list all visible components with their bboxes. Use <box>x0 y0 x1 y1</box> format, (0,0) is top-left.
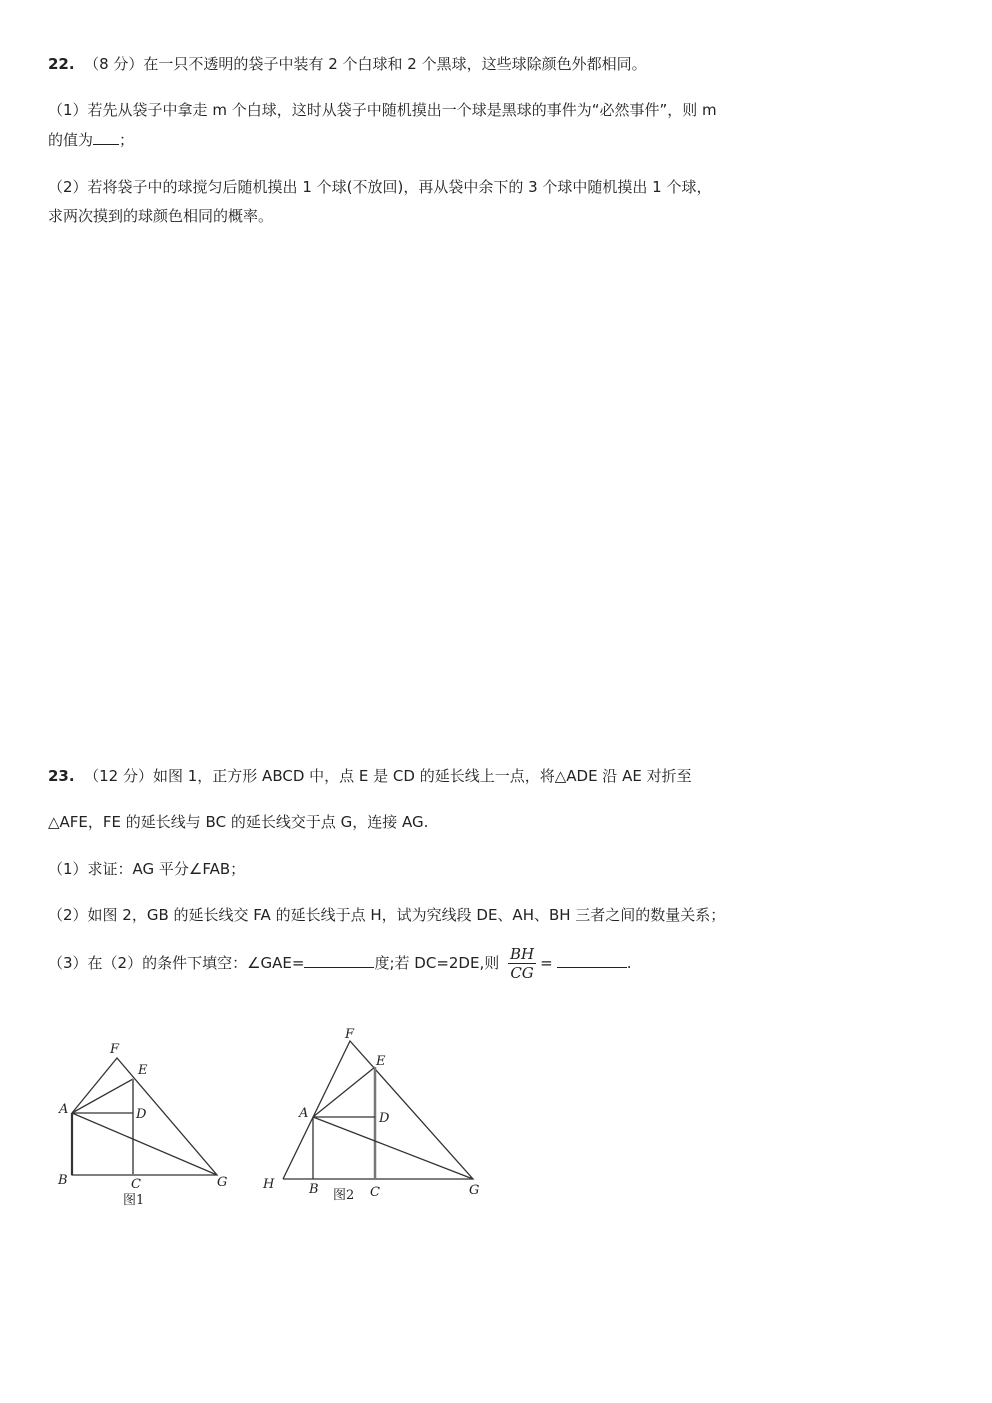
fig2-caption: 图2 <box>333 1188 355 1203</box>
figure-1-labels <box>57 1042 227 1208</box>
figure-2-labels <box>262 1027 479 1203</box>
label-F: F <box>110 1042 120 1057</box>
fig1-line-ag <box>72 1113 217 1175</box>
label-B: B <box>58 1173 68 1188</box>
fig1-line-ae <box>72 1079 133 1113</box>
fraction-numerator: BH <box>510 945 535 963</box>
q23-stem-text: （12 分）如图 1，正方形 ABCD 中，点 E 是 CD 的延长线上一点，将△ADE 沿 AE 对折至 <box>84 767 692 785</box>
q23-number: 23. <box>48 767 75 785</box>
label-B: B <box>309 1182 319 1197</box>
label-E: E <box>376 1054 386 1069</box>
q22-number: 22. <box>48 55 75 73</box>
fig2-line-ae <box>313 1067 375 1117</box>
fraction-denominator: CG <box>510 964 534 982</box>
label-D: D <box>379 1111 390 1126</box>
q23-part2: （2）如图 2，GB 的延长线交 FA 的延长线于点 H，试为究线段 DE、AH、BH 三者之间的数量关系； <box>48 906 726 924</box>
label-E: E <box>138 1063 148 1078</box>
q23-part3-cond: 度;若 DC=2DE,则 <box>374 954 500 972</box>
q22-part2-cont: 求两次摸到的球颜色相同的概率。 <box>48 207 274 225</box>
q22-part2: （2）若将袋子中的球搅匀后随机摸出 1 个球(不放回)，再从袋中余下的 3 个球中随机摸出 1 个球， <box>48 178 712 196</box>
q22-stem-text: （8 分）在一只不透明的袋子中装有 2 个白球和 2 个黑球，这些球除颜色外都相同。 <box>84 55 647 73</box>
q22-part1-end: ； <box>119 131 135 149</box>
label-G: G <box>217 1175 228 1190</box>
label-A: A <box>59 1102 69 1117</box>
period: . <box>626 954 632 972</box>
q22-part1-text: 的值为 <box>48 131 94 149</box>
label-C: C <box>370 1185 380 1200</box>
label-G: G <box>469 1183 480 1198</box>
label-A: A <box>299 1106 309 1121</box>
fig2-line-ag <box>313 1117 473 1179</box>
label-H: H <box>263 1177 275 1192</box>
q23-part3-text: （3）在（2）的条件下填空：∠GAE= <box>48 954 305 972</box>
equals-sign: = <box>540 954 553 972</box>
q23-part1: （1）求证：AG 平分∠FAB； <box>48 860 246 878</box>
fig1-caption: 图1 <box>123 1193 145 1208</box>
label-F: F <box>345 1027 355 1042</box>
label-D: D <box>136 1107 147 1122</box>
q22-part1: （1）若先从袋子中拿走 m 个白球，这时从袋子中随机摸出一个球是黑球的事件为“必然事件”，则 m <box>48 101 717 119</box>
label-C: C <box>131 1177 141 1192</box>
q23-stem-cont: △AFE，FE 的延长线与 BC 的延长线交于点 G，连接 AG. <box>48 813 429 831</box>
